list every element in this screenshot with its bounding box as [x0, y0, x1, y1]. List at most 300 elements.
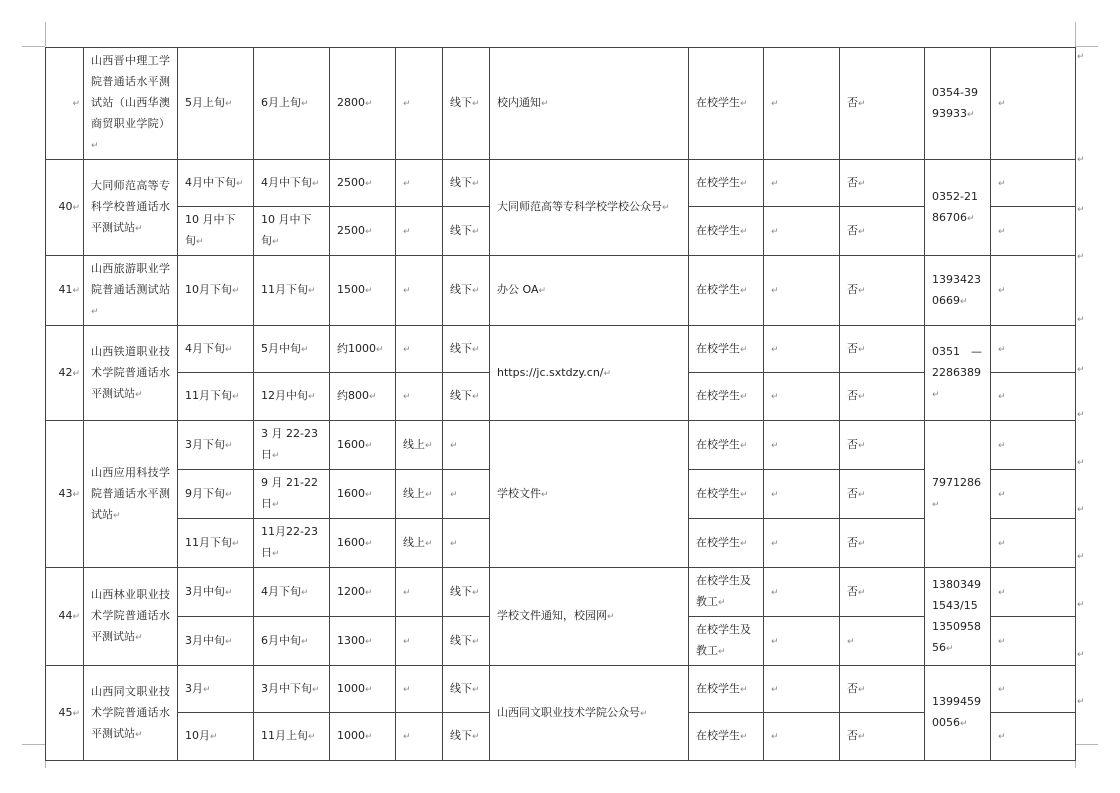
test-quota [330, 713, 396, 761]
schedule-table [45, 47, 1076, 761]
paragraph-mark: ↵ [425, 489, 433, 500]
target-group-text: 在校学生 [696, 486, 740, 500]
test-quota [330, 373, 396, 421]
paragraph-mark: ↵ [740, 178, 748, 189]
station-name-text: 山西同文职业技术学院普通话水平测试站 [91, 684, 170, 740]
paragraph-mark: ↵ [998, 587, 1006, 598]
paragraph-mark: ↵ [472, 344, 480, 355]
target-group [689, 666, 764, 713]
offline-mode-text: 线下 [450, 341, 472, 355]
remarks [991, 256, 1076, 326]
registration-time-text: 3月中旬 [185, 633, 225, 647]
station-name-text: 山西晋中理工学院普通话水平测试站（山西华澳商贸职业学院） [91, 54, 170, 130]
paragraph-mark: ↵ [740, 440, 748, 451]
offline-mode [443, 256, 490, 326]
registration-time-text: 3月下旬 [185, 437, 225, 451]
registration-time-text: 4月下旬 [185, 341, 225, 355]
open-to-public [840, 48, 925, 160]
target-group-text: 在校学生 [696, 223, 740, 237]
paragraph-mark: ↵ [203, 684, 211, 695]
paragraph-mark: ↵ [858, 440, 866, 451]
registration-time-text: 5月上旬 [185, 96, 225, 109]
paragraph-mark: ↵ [740, 732, 748, 742]
test-quota-text: 1000 [337, 681, 365, 695]
contact-phone-text: 7971286 [932, 476, 981, 489]
registration-time [178, 666, 254, 713]
paragraph-mark: ↵ [541, 99, 549, 109]
online-mode [396, 470, 443, 519]
paragraph-mark: ↵ [718, 647, 726, 657]
paragraph-mark: ↵ [740, 226, 748, 237]
paragraph-mark: ↵ [771, 226, 779, 237]
paragraph-mark: ↵ [365, 99, 373, 109]
target-group [689, 519, 764, 568]
remarks [991, 519, 1076, 568]
notice-channel-text: 大同师范高等专科学校学校公众号 [497, 200, 662, 213]
blank-cell [764, 160, 840, 207]
paragraph-mark: ↵ [425, 538, 433, 549]
notice-channel-text: 山西同文职业技术学院公众号 [497, 705, 640, 719]
target-group [689, 160, 764, 207]
offline-mode [443, 568, 490, 617]
test-quota [330, 666, 396, 713]
paragraph-mark: ↵ [225, 489, 233, 500]
station-name [84, 666, 178, 761]
test-time [254, 256, 330, 326]
paragraph-mark: ↵ [998, 344, 1006, 355]
paragraph-mark: ↵ [740, 344, 748, 355]
open-to-public [840, 373, 925, 421]
notice-channel [490, 666, 689, 761]
paragraph-mark: ↵ [72, 286, 80, 296]
paragraph-mark: ↵ [1077, 600, 1085, 610]
open-to-public-text: 否 [847, 283, 858, 296]
paragraph-mark: ↵ [403, 286, 411, 296]
paragraph-mark: ↵ [225, 587, 233, 598]
offline-mode-text: 线下 [450, 283, 472, 296]
paragraph-mark: ↵ [1077, 315, 1085, 325]
blank-cell [764, 207, 840, 256]
test-quota-text: 2500 [337, 175, 365, 189]
paragraph-mark: ↵ [998, 636, 1006, 647]
paragraph-mark: ↵ [847, 636, 855, 647]
contact-phone [925, 568, 991, 666]
contact-phone [925, 160, 991, 256]
paragraph-mark: ↵ [771, 538, 779, 549]
test-quota-text: 1600 [337, 486, 365, 500]
contact-phone [925, 326, 991, 421]
test-time [254, 568, 330, 617]
offline-mode [443, 160, 490, 207]
remarks [991, 713, 1076, 761]
test-quota [330, 519, 396, 568]
paragraph-mark: ↵ [607, 612, 615, 622]
registration-time-text: 10月下旬 [185, 283, 232, 296]
open-to-public-text: 否 [847, 486, 858, 500]
paragraph-mark: ↵ [858, 392, 866, 402]
target-group [689, 421, 764, 470]
paragraph-mark: ↵ [232, 538, 240, 549]
registration-time [178, 568, 254, 617]
open-to-public-text: 否 [847, 729, 858, 742]
paragraph-mark: ↵ [771, 392, 779, 402]
paragraph-mark: ↵ [308, 286, 316, 296]
test-time-text: 11月下旬 [261, 283, 308, 296]
test-quota [330, 160, 396, 207]
open-to-public [840, 207, 925, 256]
target-group [689, 713, 764, 761]
station-name [84, 160, 178, 256]
paragraph-mark: ↵ [1077, 155, 1085, 165]
test-time [254, 326, 330, 373]
target-group-text: 在校学生 [696, 535, 740, 549]
offline-mode [443, 519, 490, 568]
test-time-text: 11月22-23日 [261, 525, 318, 559]
paragraph-mark: ↵ [365, 178, 373, 189]
paragraph-mark: ↵ [771, 286, 779, 296]
notice-channel-text: 校内通知 [497, 96, 541, 109]
contact-phone-text: 13934230669 [932, 272, 981, 307]
open-to-public [840, 568, 925, 617]
offline-mode [443, 666, 490, 713]
paragraph-mark: ↵ [858, 684, 866, 695]
test-time-text: 6月上旬 [261, 96, 301, 109]
registration-time [178, 373, 254, 421]
target-group-text: 在校学生及教工 [696, 574, 751, 608]
registration-time [178, 256, 254, 326]
row-number-text: 45 [58, 705, 73, 719]
paragraph-mark: ↵ [541, 489, 549, 500]
paragraph-mark: ↵ [403, 392, 411, 402]
test-quota [330, 326, 396, 373]
test-time [254, 617, 330, 666]
paragraph-mark: ↵ [771, 344, 779, 355]
paragraph-mark: ↵ [135, 224, 143, 234]
target-group [689, 326, 764, 373]
station-name-text: 山西旅游职业学院普通话测试站 [91, 262, 170, 296]
paragraph-mark: ↵ [472, 286, 480, 296]
row-number-text: 42 [58, 365, 73, 379]
paragraph-mark: ↵ [135, 729, 143, 740]
station-name [84, 421, 178, 568]
paragraph-mark: ↵ [301, 99, 309, 109]
test-time-text: 6月中旬 [261, 633, 301, 647]
blank-cell [764, 326, 840, 373]
blank-cell [764, 713, 840, 761]
test-quota-text: 约1000 [337, 341, 376, 355]
paragraph-mark: ↵ [858, 538, 866, 549]
open-to-public-text: 否 [847, 681, 858, 695]
online-mode [396, 519, 443, 568]
paragraph-mark: ↵ [225, 344, 233, 355]
row-number-text: 40 [58, 200, 73, 213]
station-name-text: 山西铁道职业技术学院普通话水平测试站 [91, 344, 170, 400]
paragraph-mark: ↵ [301, 344, 309, 355]
offline-mode-text: 线下 [450, 96, 472, 109]
station-name-text: 大同师范高等专科学校普通话水平测试站 [91, 179, 170, 234]
offline-mode-text: 线下 [450, 584, 472, 598]
test-time [254, 470, 330, 519]
paragraph-mark: ↵ [603, 368, 612, 379]
registration-time-text: 4月中下旬 [185, 175, 236, 189]
online-mode [396, 326, 443, 373]
registration-time [178, 519, 254, 568]
paragraph-mark: ↵ [960, 296, 968, 307]
open-to-public [840, 256, 925, 326]
paragraph-mark: ↵ [858, 587, 866, 598]
paragraph-mark: ↵ [858, 226, 866, 237]
target-group-text: 在校学生 [696, 283, 740, 296]
registration-time [178, 470, 254, 519]
paragraph-mark: ↵ [1077, 252, 1085, 262]
paragraph-mark: ↵ [771, 732, 779, 742]
paragraph-mark: ↵ [998, 226, 1006, 237]
registration-time [178, 48, 254, 160]
paragraph-mark: ↵ [771, 636, 779, 647]
blank-cell [764, 373, 840, 421]
test-quota-text: 2500 [337, 223, 365, 237]
paragraph-mark: ↵ [998, 286, 1006, 296]
paragraph-mark: ↵ [72, 708, 80, 719]
online-mode-text: 线上 [403, 486, 425, 500]
test-time [254, 160, 330, 207]
paragraph-mark: ↵ [312, 684, 320, 695]
row-number [46, 666, 84, 761]
table-row [46, 48, 1076, 160]
test-time-text: 12月中旬 [261, 389, 308, 402]
paragraph-mark: ↵ [365, 587, 373, 598]
open-to-public-text: 否 [847, 96, 858, 109]
registration-time-text: 3月中旬 [185, 584, 225, 598]
blank-cell [764, 256, 840, 326]
paragraph-mark: ↵ [312, 178, 320, 189]
crop-mark [22, 744, 45, 745]
paragraph-mark: ↵ [718, 598, 726, 608]
online-mode [396, 160, 443, 207]
registration-time-text: 11月下旬 [185, 389, 232, 402]
test-time [254, 519, 330, 568]
station-name [84, 326, 178, 421]
paragraph-mark: ↵ [376, 344, 384, 355]
test-quota-text: 1200 [337, 584, 365, 598]
paragraph-mark: ↵ [858, 732, 866, 742]
contact-phone [925, 421, 991, 568]
contact-phone [925, 48, 991, 160]
paragraph-mark: ↵ [403, 684, 411, 695]
online-mode [396, 207, 443, 256]
paragraph-mark: ↵ [232, 286, 240, 296]
registration-time [178, 160, 254, 207]
open-to-public [840, 326, 925, 373]
test-time [254, 207, 330, 256]
paragraph-mark: ↵ [308, 732, 316, 742]
open-to-public-text: 否 [847, 175, 858, 189]
target-group [689, 470, 764, 519]
notice-channel [490, 421, 689, 568]
station-name-text: 山西林业职业技术学院普通话水平测试站 [91, 588, 170, 643]
test-quota-text: 1300 [337, 633, 365, 647]
paragraph-mark: ↵ [272, 549, 280, 559]
target-group [689, 373, 764, 421]
registration-time [178, 326, 254, 373]
offline-mode-text: 线下 [450, 223, 472, 237]
contact-phone [925, 666, 991, 761]
paragraph-mark: ↵ [858, 286, 866, 296]
paragraph-mark: ↵ [998, 99, 1006, 109]
row-number [46, 256, 84, 326]
target-group-text: 在校学生 [696, 175, 740, 189]
online-mode [396, 256, 443, 326]
paragraph-mark: ↵ [72, 368, 80, 379]
open-to-public [840, 519, 925, 568]
registration-time-text: 10 月中下旬 [185, 213, 236, 247]
test-quota-text: 1000 [337, 729, 365, 742]
notice-channel [490, 160, 689, 256]
contact-phone [925, 256, 991, 326]
remarks [991, 160, 1076, 207]
paragraph-mark: ↵ [196, 237, 204, 247]
test-time-text: 3月中下旬 [261, 681, 312, 695]
row-number-text: 44 [58, 609, 73, 622]
row-number [46, 160, 84, 256]
open-to-public-text: 否 [847, 389, 858, 402]
notice-channel [490, 256, 689, 326]
paragraph-mark: ↵ [210, 732, 218, 742]
paragraph-mark: ↵ [403, 226, 411, 237]
paragraph-mark: ↵ [740, 99, 748, 109]
offline-mode [443, 617, 490, 666]
paragraph-mark: ↵ [91, 307, 99, 317]
open-to-public-text: 否 [847, 535, 858, 549]
paragraph-mark: ↵ [472, 684, 480, 695]
paragraph-mark: ↵ [450, 538, 458, 549]
paragraph-mark: ↵ [72, 203, 80, 213]
paragraph-mark: ↵ [472, 732, 480, 742]
paragraph-mark: ↵ [740, 538, 748, 549]
crop-mark [45, 22, 46, 46]
paragraph-mark: ↵ [365, 636, 373, 647]
registration-time [178, 713, 254, 761]
test-time-text: 9 月 21-22日 [261, 476, 318, 510]
paragraph-mark: ↵ [967, 109, 975, 120]
test-time [254, 713, 330, 761]
paragraph-mark: ↵ [858, 344, 866, 355]
paragraph-mark: ↵ [403, 636, 411, 647]
test-quota [330, 421, 396, 470]
paragraph-mark: ↵ [301, 587, 309, 598]
paragraph-mark: ↵ [236, 178, 244, 189]
paragraph-mark: ↵ [998, 392, 1006, 402]
paragraph-mark: ↵ [308, 392, 316, 402]
blank-cell [764, 421, 840, 470]
blank-cell [764, 519, 840, 568]
row-number-text: 43 [58, 486, 73, 500]
paragraph-mark: ↵ [771, 684, 779, 695]
target-group-text: 在校学生 [696, 437, 740, 451]
notice-channel [490, 568, 689, 666]
station-name [84, 48, 178, 160]
paragraph-mark: ↵ [369, 392, 377, 402]
paragraph-mark: ↵ [232, 392, 240, 402]
paragraph-mark: ↵ [932, 500, 940, 510]
paragraph-mark: ↵ [771, 489, 779, 500]
paragraph-mark: ↵ [1077, 205, 1085, 215]
remarks [991, 326, 1076, 373]
remarks [991, 617, 1076, 666]
target-group [689, 256, 764, 326]
paragraph-mark: ↵ [403, 732, 411, 742]
paragraph-mark: ↵ [403, 587, 411, 598]
online-mode-text: 线上 [403, 437, 425, 451]
row-number [46, 568, 84, 666]
registration-time-text: 3月 [185, 681, 203, 695]
open-to-public [840, 160, 925, 207]
paragraph-mark: ↵ [472, 226, 480, 237]
paragraph-mark: ↵ [998, 684, 1006, 695]
test-time-text: 5月中旬 [261, 341, 301, 355]
paragraph-mark: ↵ [967, 213, 975, 224]
online-mode-text: 线上 [403, 535, 425, 549]
blank-cell [764, 617, 840, 666]
test-time-text: 11月上旬 [261, 729, 308, 742]
paragraph-mark: ↵ [662, 203, 670, 213]
registration-time-text: 11月下旬 [185, 535, 232, 549]
test-time-text: 4月下旬 [261, 584, 301, 598]
online-mode [396, 48, 443, 160]
paragraph-mark: ↵ [450, 440, 458, 451]
row-number [46, 48, 84, 160]
paragraph-mark: ↵ [1077, 697, 1085, 707]
target-group-text: 在校学生 [696, 389, 740, 402]
paragraph-mark: ↵ [225, 636, 233, 647]
open-to-public [840, 666, 925, 713]
paragraph-mark: ↵ [998, 538, 1006, 549]
station-name-text: 山西应用科技学院普通话水平测试站 [91, 465, 170, 521]
remarks [991, 666, 1076, 713]
blank-cell [764, 48, 840, 160]
paragraph-mark: ↵ [1077, 52, 1085, 62]
paragraph-mark: ↵ [932, 389, 940, 400]
crop-mark [1075, 22, 1076, 46]
paragraph-mark: ↵ [365, 732, 373, 742]
paragraph-mark: ↵ [858, 178, 866, 189]
registration-time [178, 421, 254, 470]
online-mode [396, 568, 443, 617]
paragraph-mark: ↵ [135, 633, 143, 643]
test-quota-text: 2800 [337, 96, 365, 109]
paragraph-mark: ↵ [72, 612, 80, 622]
table-row [46, 666, 1076, 713]
row-number [46, 326, 84, 421]
table-row [46, 568, 1076, 617]
paragraph-mark: ↵ [225, 440, 233, 451]
paragraph-mark: ↵ [365, 286, 373, 296]
paragraph-mark: ↵ [272, 451, 280, 461]
paragraph-mark: ↵ [472, 178, 480, 189]
test-time [254, 373, 330, 421]
test-time-text: 10 月中下旬 [261, 213, 312, 247]
online-mode [396, 373, 443, 421]
paragraph-mark: ↵ [771, 587, 779, 598]
test-quota [330, 568, 396, 617]
paragraph-mark: ↵ [472, 587, 480, 598]
paragraph-mark: ↵ [740, 489, 748, 500]
remarks [991, 421, 1076, 470]
crop-mark [22, 46, 45, 47]
open-to-public-text: 否 [847, 437, 858, 451]
paragraph-mark: ↵ [272, 237, 280, 247]
crop-mark [1075, 744, 1098, 745]
